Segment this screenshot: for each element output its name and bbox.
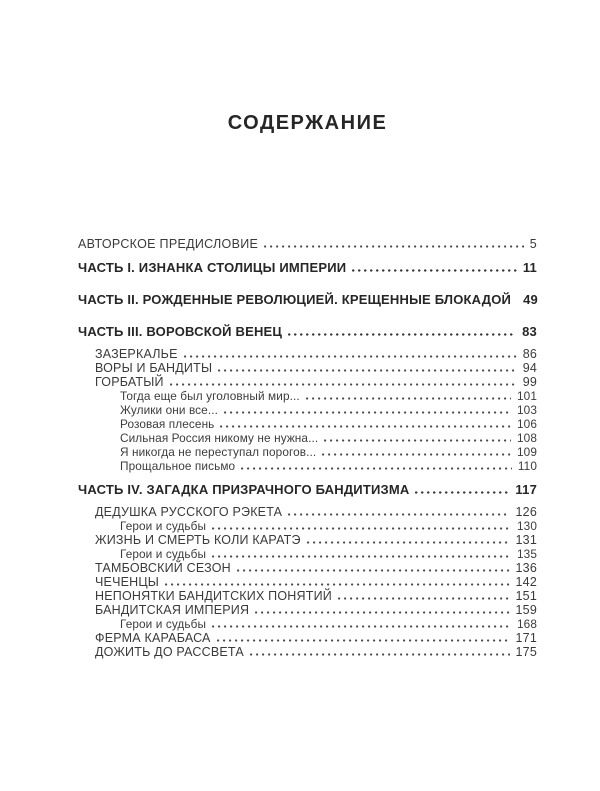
toc-entry-page: 142 [515,575,537,589]
toc-entry-page: 135 [517,547,537,561]
toc-entry-page: 5 [529,237,537,251]
toc-entry-page: 106 [517,417,537,431]
toc-entry-label: Я никогда не переступал порогов... [120,445,317,459]
toc-entry-page: 11 [522,260,537,275]
toc-entry-label: Сильная Россия никому не нужна... [120,431,319,445]
toc-entry-sub [78,403,537,417]
toc-entry-page: 109 [517,445,537,459]
toc-entry-chapter [78,361,537,375]
dot-leader [165,583,509,586]
dot-leader [212,555,511,558]
toc-entry-preface [78,237,537,251]
dot-leader [307,541,510,544]
toc-entry-chapter [78,561,537,575]
dot-leader [212,527,511,530]
toc-entry-label: ВОРЫ И БАНДИТЫ [95,361,213,375]
dot-leader [306,397,511,400]
toc-entry-label: ЧАСТЬ I. ИЗНАНКА СТОЛИЦЫ ИМПЕРИИ [78,260,347,275]
toc-entry-page: 130 [517,519,537,533]
toc-entry-page: 99 [522,375,537,389]
dot-leader [264,245,524,248]
toc-entry-label: ЧАСТЬ III. ВОРОВСКОЙ ВЕНЕЦ [78,324,283,339]
dot-leader [324,439,511,442]
toc-entry-page: 126 [515,505,537,519]
toc-entry-label: Герои и судьбы [120,519,207,533]
toc-entry-label: Прощальное письмо [120,459,236,473]
dot-leader [250,653,510,656]
toc-entry-label: ЧАСТЬ IV. ЗАГАДКА ПРИЗРАЧНОГО БАНДИТИЗМА [78,482,410,497]
dot-leader [218,369,516,372]
toc-entry-sub [78,389,537,403]
toc-entry-chapter [78,589,537,603]
dot-leader [170,383,517,386]
toc-entry-label: ЧАСТЬ II. РОЖДЕННЫЕ РЕВОЛЮЦИЕЙ. КРЕЩЕННЫЕ БЛОКАДОЙ [78,292,512,307]
dot-leader [237,569,510,572]
toc-entry-chapter [78,533,537,547]
dot-leader [255,611,509,614]
toc-entry-part [78,261,537,275]
table-of-contents [78,237,537,659]
toc-entry-chapter [78,347,537,361]
dot-leader [338,597,510,600]
dot-leader [217,639,510,642]
toc-entry-sub [78,417,537,431]
toc-entry-page: 171 [515,631,537,645]
toc-entry-page: 101 [517,389,537,403]
toc-entry-label: ТАМБОВСКИЙ СЕЗОН [95,561,231,575]
toc-entry-chapter [78,603,537,617]
dot-leader [288,513,509,516]
toc-entry-page: 83 [522,324,537,339]
toc-entry-page: 151 [515,589,537,603]
toc-entry-part [78,293,537,307]
toc-entry-page: 86 [522,347,537,361]
toc-entry-label: ЗАЗЕРКАЛЬЕ [95,347,178,361]
toc-entry-label: ЧЕЧЕНЦЫ [95,575,160,589]
toc-entry-chapter [78,645,537,659]
dot-leader [352,269,517,272]
toc-entry-label: Жулики они все... [120,403,218,417]
dot-leader [415,491,509,494]
toc-entry-page: 49 [523,292,538,307]
dot-leader [224,411,511,414]
toc-entry-page: 136 [515,561,537,575]
toc-entry-sub [78,547,537,561]
toc-entry-chapter [78,631,537,645]
toc-entry-page: 159 [515,603,537,617]
toc-entry-label: ДЕДУШКА РУССКОГО РЭКЕТА [95,505,283,519]
toc-entry-label: ДОЖИТЬ ДО РАССВЕТА [95,645,244,659]
toc-entry-page: 168 [517,617,537,631]
toc-entry-chapter [78,375,537,389]
toc-entry-sub [78,617,537,631]
toc-entry-sub [78,445,537,459]
toc-entry-label: Розовая плесень [120,417,215,431]
toc-entry-part [78,325,537,339]
toc-entry-sub [78,431,537,445]
toc-entry-sub [78,459,537,473]
toc-entry-sub [78,519,537,533]
dot-leader [322,453,511,456]
toc-entry-label: АВТОРСКОЕ ПРЕДИСЛОВИЕ [78,237,259,251]
toc-entry-chapter [78,575,537,589]
toc-entry-label: Герои и судьбы [120,617,207,631]
toc-entry-page: 110 [517,459,537,473]
toc-entry-page: 131 [515,533,537,547]
dot-leader [288,333,516,336]
toc-entry-label: Тогда еще был уголовный мир... [120,389,300,403]
toc-entry-page: 117 [515,482,537,497]
toc-entry-label: ЖИЗНЬ И СМЕРТЬ КОЛИ КАРАТЭ [95,533,301,547]
page-title: СОДЕРЖАНИЕ [227,112,388,134]
toc-entry-label: НЕПОНЯТКИ БАНДИТСКИХ ПОНЯТИЙ [95,589,332,603]
dot-leader [220,425,511,428]
toc-entry-label: Герои и судьбы [120,547,207,561]
dot-leader [184,355,517,358]
dot-leader [241,467,512,470]
toc-entry-part [78,483,537,497]
toc-entry-page: 103 [517,403,537,417]
dot-leader [212,625,511,628]
toc-entry-chapter [78,505,537,519]
toc-entry-label: БАНДИТСКАЯ ИМПЕРИЯ [95,603,250,617]
toc-entry-page: 108 [517,431,537,445]
toc-entry-label: ФЕРМА КАРАБАСА [95,631,211,645]
toc-entry-label: ГОРБАТЫЙ [95,375,164,389]
toc-entry-page: 175 [515,645,537,659]
toc-entry-page: 94 [522,361,537,375]
